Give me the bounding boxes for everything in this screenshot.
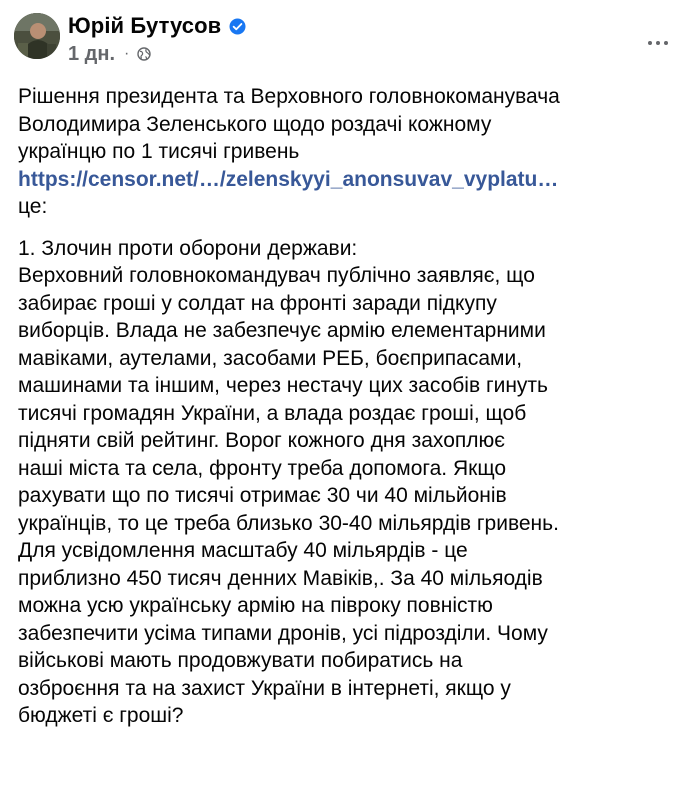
more-horizontal-icon <box>647 40 669 46</box>
paragraph-gap <box>18 221 678 235</box>
intro-line: Володимира Зеленського щодо роздачі кожному <box>18 112 492 136</box>
body-line: Верховний головнокомандувач публічно заявляє, що <box>18 264 535 287</box>
more-options-button[interactable] <box>644 36 672 50</box>
body-line: бюджеті є гроші? <box>18 704 184 727</box>
body-line: можна усю українську армію на півроку повністю <box>18 594 493 617</box>
body-line: забирає гроші у солдат на фронті заради підкупу <box>18 291 497 315</box>
body-line: Для усвідомлення масштабу 40 мільярдів - це <box>18 539 468 562</box>
post-header <box>12 10 674 72</box>
body-line: наші міста та села, фронту треба допомога. Якщо <box>18 456 507 480</box>
body-line: забезпечити усіма типами дронів, усі підрозділи. Чому <box>18 621 548 645</box>
body-line: підняти свій рейтинг. Ворог кожного дня захоплює <box>18 429 505 452</box>
meta-separator: · <box>124 45 130 62</box>
body-line: військові мають продовжувати побиратись на <box>18 649 463 672</box>
body-line: 1. Злочин проти оборони держави: <box>18 236 358 260</box>
verified-badge-icon <box>229 18 246 35</box>
after-link-text: це: <box>18 195 48 218</box>
avatar-image <box>14 13 60 59</box>
body-line: українців, то це треба близько 30-40 мільярдів гривень. <box>18 511 559 535</box>
intro-line: українцю по 1 тисячі гривень <box>18 140 300 163</box>
author-name[interactable]: Юрій Бутусов <box>68 13 222 38</box>
body-line: приблизно 450 тисяч денних Мавіків,. За 40 мільяодів <box>18 566 543 590</box>
body-line: тисячі громадян України, а влада роздає гроші, щоб <box>18 401 527 425</box>
post-timestamp[interactable]: 1 дн. <box>68 42 116 65</box>
body-line: мавіками, аутелами, засобами РЕБ, боєприпасами, <box>18 346 523 370</box>
body-line: машинами та іншим, через нестачу цих засобів гинуть <box>18 374 548 397</box>
author-row <box>68 12 246 40</box>
post-body <box>18 83 678 730</box>
intro-line: Рішення президента та Верховного головнокоманувача <box>18 85 560 108</box>
post-meta <box>68 42 151 66</box>
author-avatar[interactable] <box>14 13 60 59</box>
body-line: виборців. Влада не забезпечує армію елементарними <box>18 319 546 342</box>
body-line: озброєння та на захист України в інтернеті, якщо у <box>18 676 511 700</box>
body-line: рахувати що по тисячі отримає 30 чи 40 мільйонів <box>18 484 507 507</box>
globe-icon[interactable] <box>137 47 151 61</box>
article-link[interactable]: https://censor.net/…/zelenskyyi_anonsuvav_vyplatu… <box>18 167 559 191</box>
